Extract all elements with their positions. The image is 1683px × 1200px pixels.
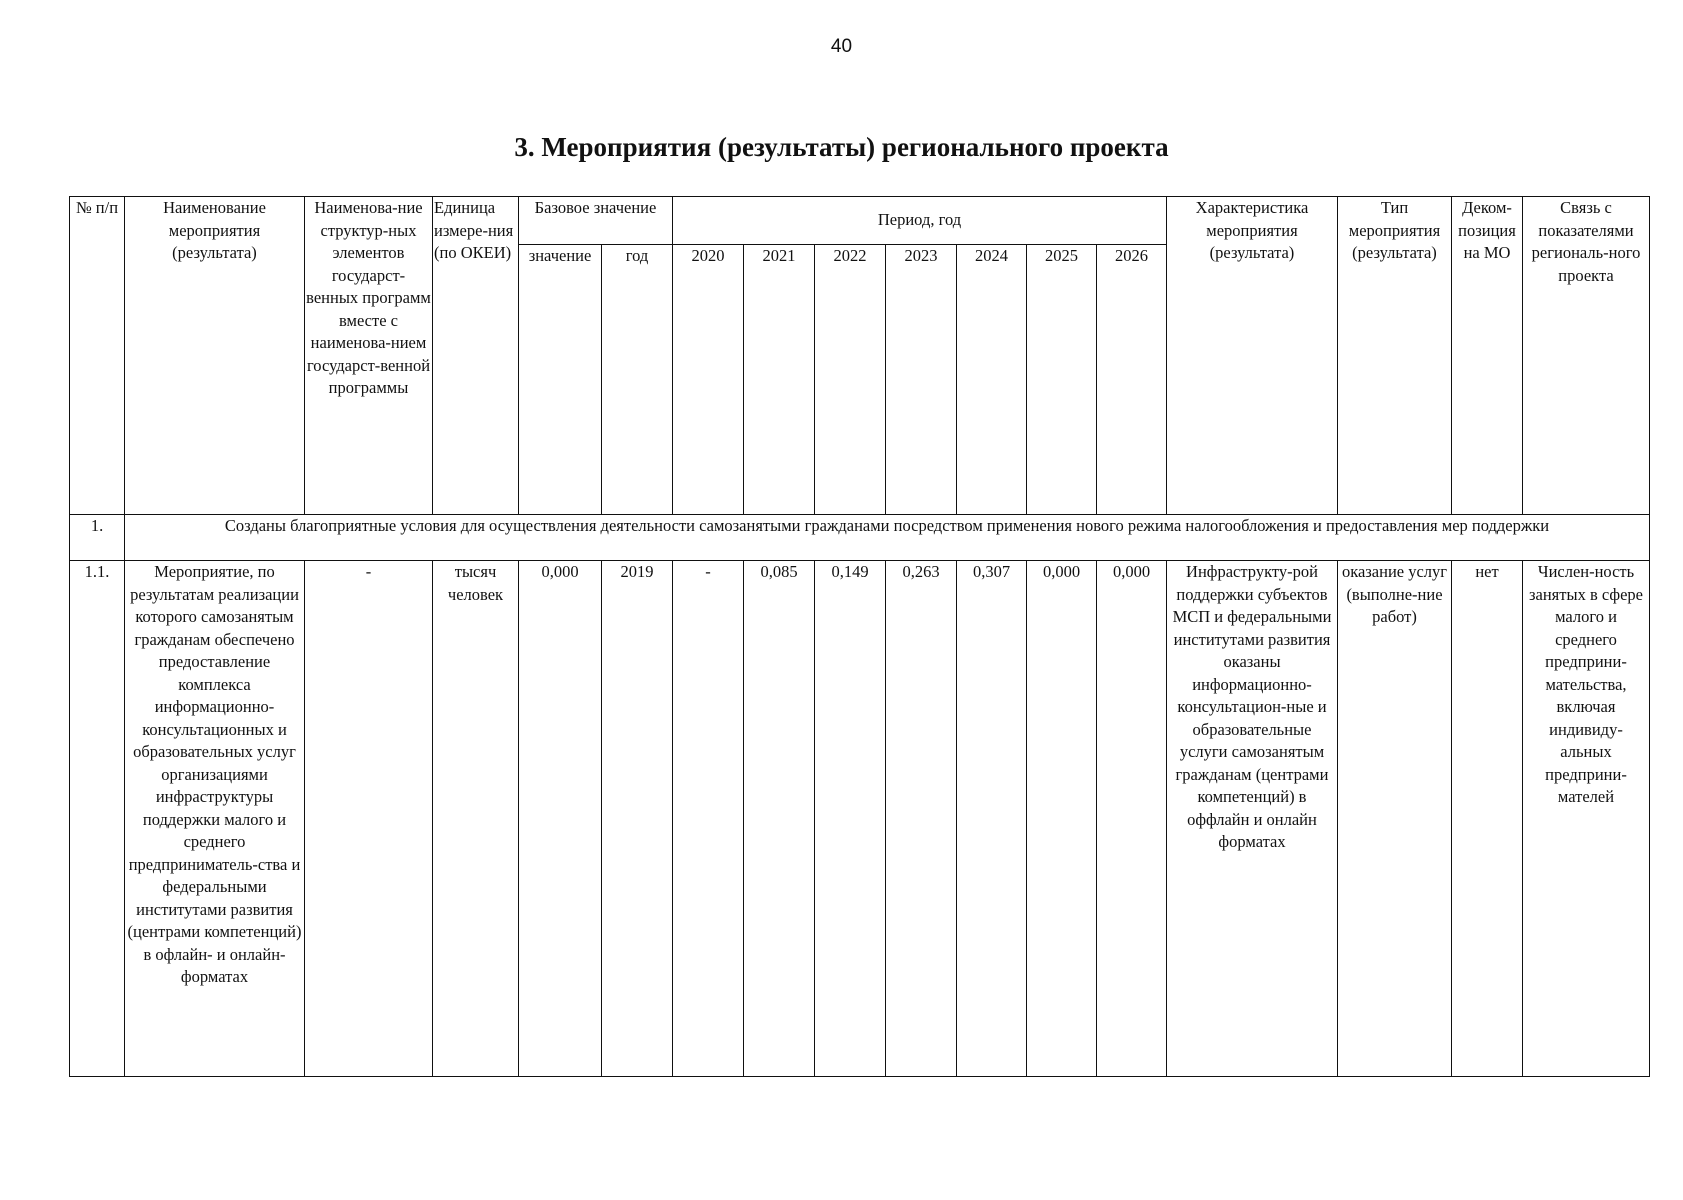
row-type: оказание услуг (выполне-ние работ) <box>1338 561 1452 1077</box>
header-decomposition: Деком-позиция на МО <box>1452 197 1523 515</box>
row-value: 0,000 <box>1097 561 1167 1077</box>
row-name: Мероприятие, по результатам реализации которого самозанятым гражданам обеспечено предоставление комплекса информационно-консультационных и образовательных услуг организациями инфраструктуры поддержки малого и среднего предприниматель-ства и федеральными институтами развития (центрами компетенций) в офлайн- и онлайн-форматах <box>125 561 305 1077</box>
row-struct: - <box>305 561 433 1077</box>
row-link: Числен-ность занятых в сфере малого и среднего предприни-мательства, включая индивиду-альных предприни-мателей <box>1523 561 1650 1077</box>
header-period: Период, год <box>673 197 1167 245</box>
section-title: 3. Мероприятия (результаты) регионального проекта <box>514 132 1169 162</box>
row-value: 0,307 <box>957 561 1027 1077</box>
section-text: Созданы благоприятные условия для осуществления деятельности самозанятыми гражданами посредством применения нового режима налогообложения и предоставления мер поддержки <box>125 515 1650 561</box>
row-value: 0,085 <box>744 561 815 1077</box>
row-base-value: 0,000 <box>519 561 602 1077</box>
row-value: 0,263 <box>886 561 957 1077</box>
activities-table <box>69 196 1650 1077</box>
header-base: Базовое значение <box>519 197 673 245</box>
header-link: Связь с показателями региональ-ного проекта <box>1523 197 1650 515</box>
row-decomposition: нет <box>1452 561 1523 1077</box>
row-value: 0,000 <box>1027 561 1097 1077</box>
header-unit: Единица измере-ния (по ОКЕИ) <box>433 197 519 515</box>
header-num: № п/п <box>70 197 125 515</box>
header-type: Тип мероприятия (результата) <box>1338 197 1452 515</box>
header-year: 2026 <box>1097 245 1167 515</box>
row-characteristic: Инфраструкту-рой поддержки субъектов МСП и федеральными институтами развития оказаны информационно-консультацион-ные и образовательные услуги самозанятым гражданам (центрами компетенций) в оффлайн и онлайн форматах <box>1167 561 1338 1077</box>
header-year: 2020 <box>673 245 744 515</box>
header-year: 2021 <box>744 245 815 515</box>
row-num: 1.1. <box>70 561 125 1077</box>
header-name: Наименование мероприятия (результата) <box>125 197 305 515</box>
row-value: - <box>673 561 744 1077</box>
header-characteristic: Характеристика мероприятия (результата) <box>1167 197 1338 515</box>
section-num: 1. <box>70 515 125 561</box>
page-number: 40 <box>830 36 853 57</box>
header-base-value: значение <box>519 245 602 515</box>
row-value: 0,149 <box>815 561 886 1077</box>
row-unit: тысяч человек <box>433 561 519 1077</box>
header-struct: Наименова-ние структур-ных элементов государст-венных программ вместе с наименова-нием государст-венной программы <box>305 197 433 515</box>
header-year: 2022 <box>815 245 886 515</box>
header-year: 2025 <box>1027 245 1097 515</box>
header-year: 2024 <box>957 245 1027 515</box>
row-base-year: 2019 <box>602 561 673 1077</box>
header-base-year: год <box>602 245 673 515</box>
header-year: 2023 <box>886 245 957 515</box>
